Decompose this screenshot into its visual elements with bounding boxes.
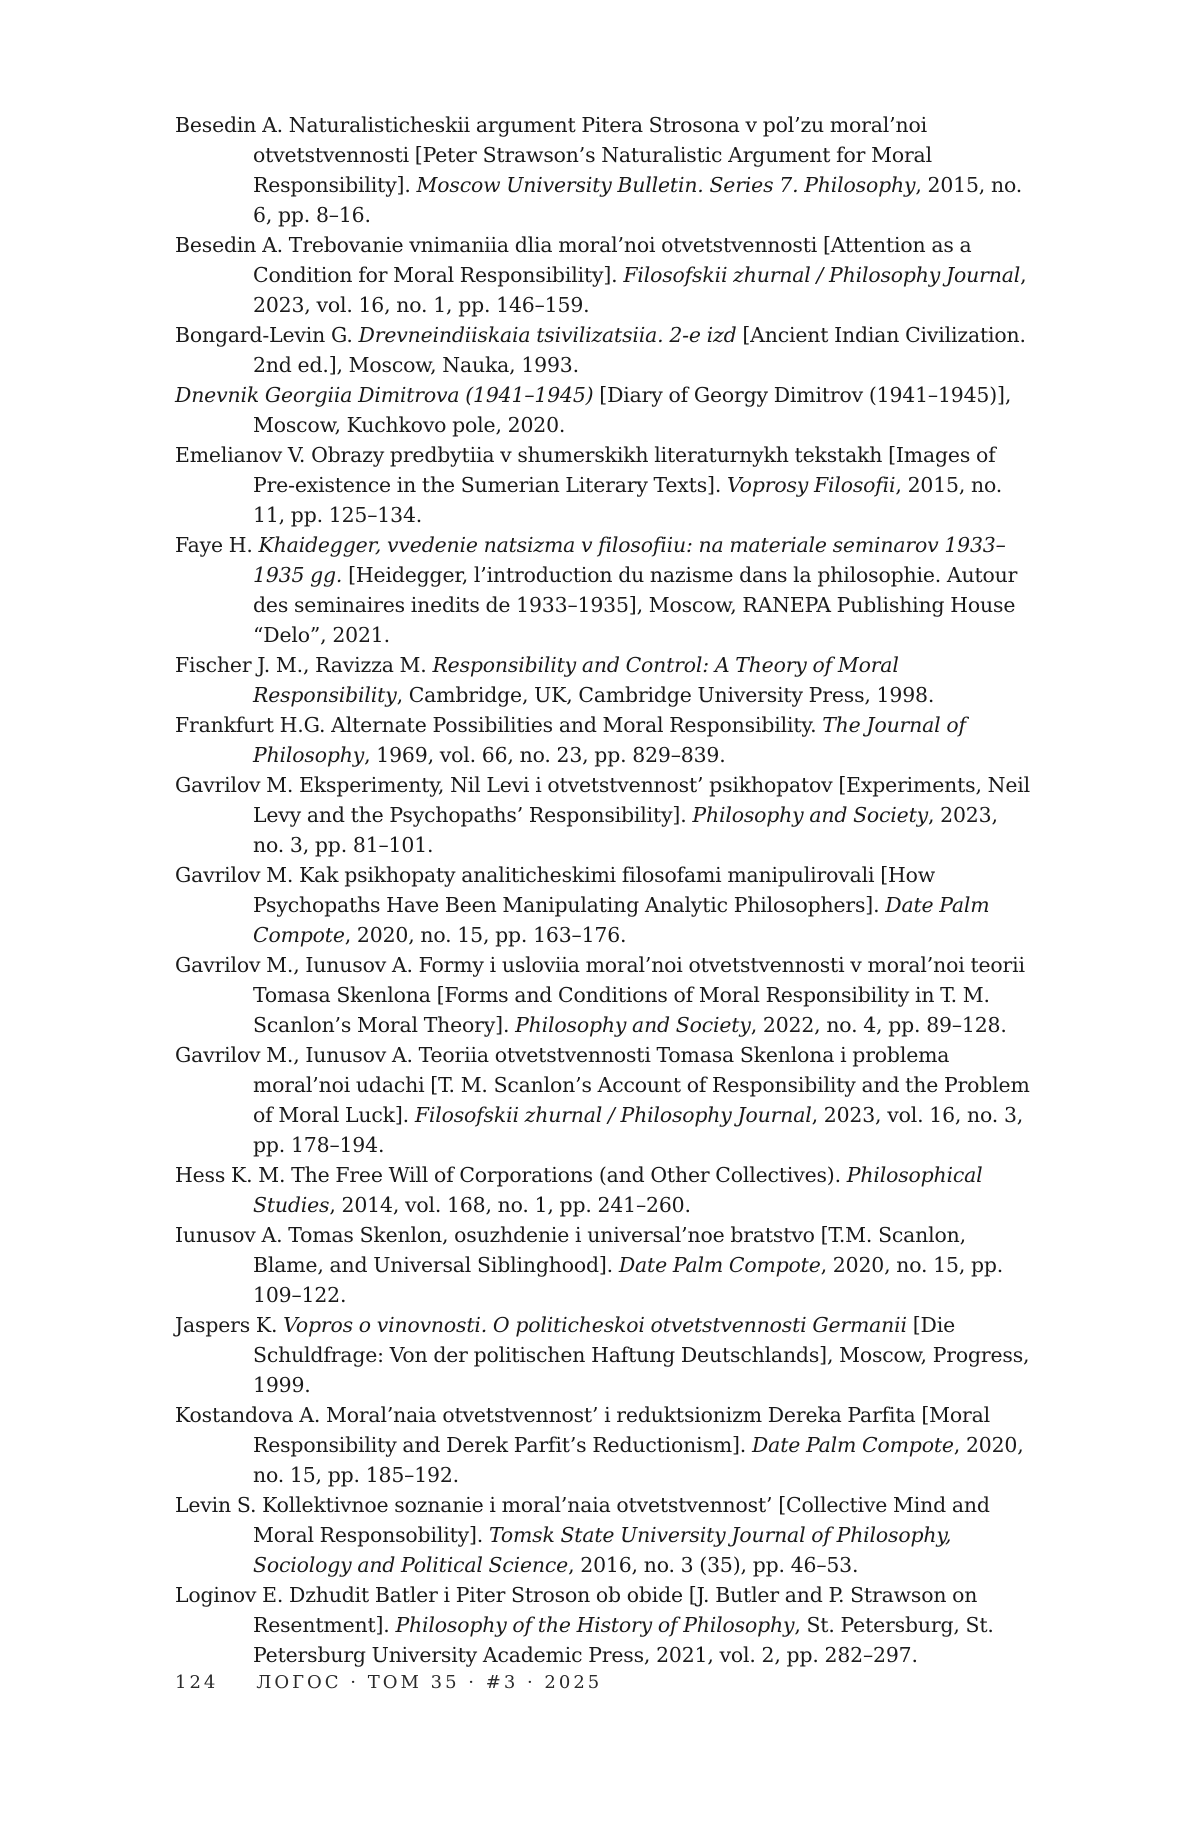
reference-entry: Fischer J. M., Ravizza M. Responsibility and Control: A Theory of Moral Responsibility, Cambridge, UK, Cambridge University Press, 1998. [175, 653, 935, 707]
reference-entry: Iunusov A. Tomas Skenlon, osuzhdenie i universal’noe bratstvo [T.M. Scanlon, Blame, and Universal Siblinghood]. Date Palm Compote, 2020, no. 15, pp. 109–122. [175, 1223, 1004, 1307]
reference-entry: Besedin A. Trebovanie vnimaniia dlia moral’noi otvetstvennosti [Attention as a Condition for Moral Responsibility]. Filosofskii zhurnal / Philosophy Journal, 2023, vol. 16, no. 1, pp. 146–159. [175, 233, 1027, 317]
reference-list [175, 110, 1030, 1670]
reference-entry: Gavrilov M., Iunusov A. Teoriia otvetstvennosti Tomasa Skenlona i problema moral’noi udachi [T. M. Scanlon’s Account of Responsibility and the Problem of Moral Luck]. Filosofskii zhurnal / Philosophy Journal, 2023, vol. 16, no. 3, pp. 178–194. [175, 1043, 1030, 1157]
reference-entry: Kostandova A. Moral’naia otvetstvennost’ i reduktsionizm Dereka Parfita [Moral Responsibility and Derek Parfit’s Reductionism]. Date Palm Compote, 2020, no. 15, pp. 185–192. [175, 1403, 1024, 1487]
reference-entry: Dnevnik Georgiia Dimitrova (1941–1945) [Diary of Georgy Dimitrov (1941–1945)], Moscow, Kuchkovo pole, 2020. [175, 383, 1012, 437]
reference-entry: Besedin A. Naturalisticheskii argument Pitera Strosona v pol’zu moral’noi otvetstvennosti [Peter Strawson’s Naturalistic Argument for Moral Responsibility]. Moscow University Bulletin. Series 7. Philosophy, 2015, no. 6, pp. 8–16. [175, 113, 1023, 227]
reference-entry: Gavrilov M. Kak psikhopaty analiticheskimi filosofami manipulirovali [How Psychopaths Have Been Manipulating Analytic Philosophers]. Date Palm Compote, 2020, no. 15, pp. 163–176. [175, 863, 990, 947]
reference-entry: Levin S. Kollektivnoe soznanie i moral’naia otvetstvennost’ [Collective Mind and Moral Responsobility]. Tomsk State University Journal of Philosophy, Sociology and Political Science, 2016, no. 3 (35), pp. 46–53. [175, 1493, 990, 1577]
reference-entry: Emelianov V. Obrazy predbytiia v shumerskikh literaturnykh tekstakh [Images of Pre-existence in the Sumerian Literary Texts]. Voprosy Filosofii, 2015, no. 11, pp. 125–134. [175, 443, 1003, 527]
reference-entry: Gavrilov M. Eksperimenty, Nil Levi i otvetstvennost’ psikhopatov [Experiments, Neil Levy and the Psychopaths’ Responsibility]. Philosophy and Society, 2023, no. 3, pp. 81–101. [175, 773, 1030, 857]
reference-entry: Hess K. M. The Free Will of Corporations (and Other Collectives). Philosophical Studies, 2014, vol. 168, no. 1, pp. 241–260. [175, 1163, 983, 1217]
reference-entry: Gavrilov M., Iunusov A. Formy i usloviia moral’noi otvetstvennosti v moral’noi teorii Tomasa Skenlona [Forms and Conditions of Moral Responsibility in T. M. Scanlon’s Moral Theory]. Philosophy and Society, 2022, no. 4, pp. 89–128. [175, 953, 1025, 1037]
reference-entry: Bongard-Levin G. Drevneindiiskaia tsivilizatsiia. 2-e izd [Ancient Indian Civilization. 2nd ed.], Moscow, Nauka, 1993. [175, 323, 1026, 377]
page-number: 124 [175, 1672, 219, 1693]
journal-running-title: ЛОГОС · ТОМ 35 · #3 · 2025 [256, 1672, 603, 1693]
reference-entry: Loginov E. Dzhudit Batler i Piter Stroson ob obide [J. Butler and P. Strawson on Resentment]. Philosophy of the History of Philosophy, St. Petersburg, St. Petersburg University Academic Press, 2021, vol. 2, pp. 282–297. [175, 1583, 994, 1667]
page-footer [175, 1672, 602, 1693]
reference-entry: Faye H. Khaidegger, vvedenie natsizma v filosofiiu: na materiale seminarov 1933–1935 gg. [Heidegger, l’introduction du nazisme dans la philosophie. Autour des seminaires inedits de 1933–1935], Moscow, RANEPA Publishing House “Delo”, 2021. [175, 533, 1018, 647]
reference-entry: Frankfurt H.G. Alternate Possibilities and Moral Responsibility. The Journal of Philosophy, 1969, vol. 66, no. 23, pp. 829–839. [175, 713, 966, 767]
reference-entry: Jaspers K. Vopros o vinovnosti. O politicheskoi otvetstvennosti Germanii [Die Schuldfrage: Von der politischen Haftung Deutschlands], Moscow, Progress, 1999. [175, 1313, 1030, 1397]
